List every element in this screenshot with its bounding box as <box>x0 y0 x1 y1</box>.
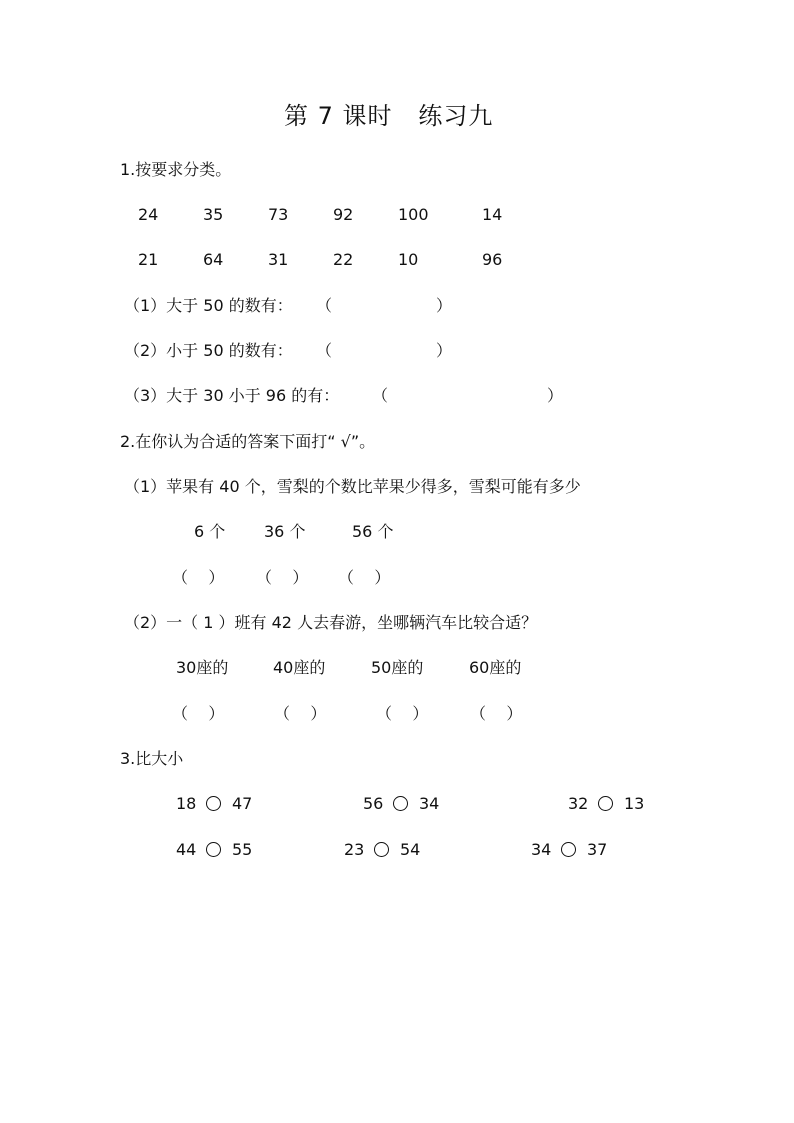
compare-circle[interactable] <box>598 796 613 811</box>
number-item: 64 <box>203 250 224 269</box>
sub-label: （1）大于 50 的数有： <box>124 296 293 315</box>
compare-circle[interactable] <box>393 796 408 811</box>
number-item: 22 <box>333 250 354 269</box>
option-label: 56 个 <box>352 522 394 541</box>
number-item: 14 <box>482 205 503 224</box>
compare-circle[interactable] <box>374 842 389 857</box>
number-item: 73 <box>268 205 289 224</box>
number-item: 24 <box>138 205 159 224</box>
answer-blank-close[interactable]: ） <box>436 341 453 360</box>
compare-left: 32 <box>568 794 589 813</box>
check-blank[interactable]: （ ） <box>172 704 225 723</box>
number-item: 92 <box>333 205 354 224</box>
q3-prompt: 3.比大小 <box>120 749 184 768</box>
sub-label: （3）大于 30 小于 96 的有： <box>124 386 340 405</box>
check-blank[interactable]: （ ） <box>376 704 429 723</box>
page-title: 第 7 课时 练习九 <box>284 102 494 130</box>
number-item: 31 <box>268 250 289 269</box>
compare-left: 34 <box>531 840 552 859</box>
compare-circle[interactable] <box>206 796 221 811</box>
option-label: 50座的 <box>371 658 424 677</box>
compare-left: 23 <box>344 840 365 859</box>
check-blank[interactable]: （ ） <box>274 704 327 723</box>
check-blank[interactable]: （ ） <box>338 568 391 587</box>
compare-circle[interactable] <box>206 842 221 857</box>
option-label: 60座的 <box>469 658 522 677</box>
q2-part2-question: （2）一（ 1 ）班有 42 人去春游，坐哪辆汽车比较合适？ <box>124 613 538 632</box>
q2-part1-question: （1）苹果有 40 个，雪梨的个数比苹果少得多，雪梨可能有多少 <box>124 477 581 496</box>
number-item: 100 <box>398 205 429 224</box>
compare-right: 37 <box>587 840 608 859</box>
option-label: 6 个 <box>194 522 226 541</box>
option-label: 30座的 <box>176 658 229 677</box>
compare-right: 34 <box>419 794 440 813</box>
compare-right: 47 <box>232 794 253 813</box>
compare-circle[interactable] <box>561 842 576 857</box>
compare-right: 54 <box>400 840 421 859</box>
number-item: 35 <box>203 205 224 224</box>
answer-blank-open[interactable]: （ <box>316 296 333 315</box>
answer-blank-close[interactable]: ） <box>547 386 564 405</box>
check-blank[interactable]: （ ） <box>172 568 225 587</box>
compare-right: 55 <box>232 840 253 859</box>
q2-prompt: 2.在你认为合适的答案下面打“ √”。 <box>120 432 376 451</box>
compare-left: 44 <box>176 840 197 859</box>
q1-prompt: 1.按要求分类。 <box>120 160 232 179</box>
compare-right: 13 <box>624 794 645 813</box>
number-item: 21 <box>138 250 159 269</box>
answer-blank-close[interactable]: ） <box>436 296 453 315</box>
sub-label: （2）小于 50 的数有： <box>124 341 293 360</box>
compare-left: 56 <box>363 794 384 813</box>
answer-blank-open[interactable]: （ <box>372 386 389 405</box>
option-label: 36 个 <box>264 522 306 541</box>
compare-left: 18 <box>176 794 197 813</box>
answer-blank-open[interactable]: （ <box>316 341 333 360</box>
option-label: 40座的 <box>273 658 326 677</box>
number-item: 96 <box>482 250 503 269</box>
check-blank[interactable]: （ ） <box>470 704 523 723</box>
number-item: 10 <box>398 250 419 269</box>
check-blank[interactable]: （ ） <box>256 568 309 587</box>
